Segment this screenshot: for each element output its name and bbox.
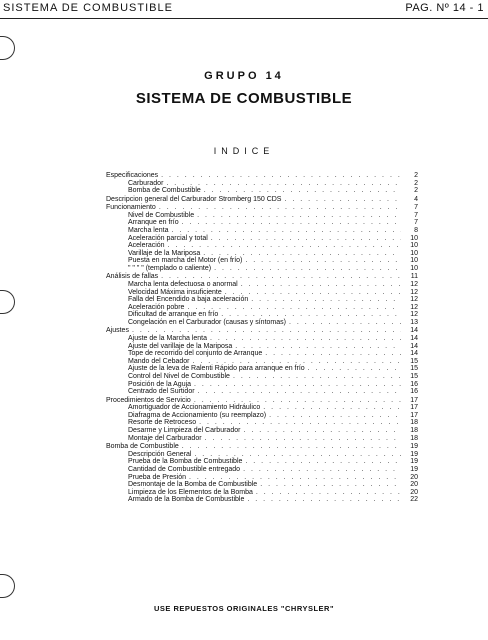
toc-entry-page: 14 (410, 335, 418, 343)
toc-entry (106, 489, 418, 497)
toc-entry-label: Amortiguador de Accionamiento Hidráulico (128, 404, 261, 412)
toc-entry (106, 412, 418, 420)
toc-entry-label: Nivel de Combustible (128, 211, 195, 219)
toc-entry-label: Desarme y Limpieza del Carburador (128, 427, 241, 435)
toc-entry (106, 427, 418, 435)
toc-entry-page: 15 (410, 365, 418, 373)
toc-entry-page: 2 (414, 187, 418, 195)
toc-leader-dots (161, 273, 401, 281)
toc-leader-dots (221, 311, 401, 319)
toc-leader-dots (189, 474, 401, 482)
toc-leader-dots (197, 212, 401, 220)
toc-leader-dots (166, 180, 401, 188)
toc-entry (106, 180, 418, 188)
toc-leader-dots (194, 451, 401, 459)
toc-entry (106, 212, 418, 220)
toc-leader-dots (243, 427, 401, 435)
toc-entry-page: 18 (410, 434, 418, 442)
toc-entry-page: 15 (410, 373, 418, 380)
toc-entry-page: 10 (410, 264, 418, 272)
toc-entry-page: 10 (410, 249, 418, 257)
toc-leader-dots (182, 219, 401, 227)
toc-leader-dots (251, 296, 401, 304)
toc-entry-page: 7 (414, 211, 418, 219)
toc-leader-dots (235, 343, 401, 351)
page-title: SISTEMA DE COMBUSTIBLE (135, 90, 353, 107)
toc-entry-label: Descripción General (128, 450, 192, 458)
toc-entry (106, 250, 418, 258)
toc-leader-dots (205, 435, 401, 443)
toc-entry-page: 8 (414, 226, 418, 234)
toc-leader-dots (194, 381, 401, 389)
binder-hole-middle (0, 290, 15, 314)
toc-entry (106, 381, 418, 389)
toc-leader-dots (161, 172, 401, 180)
toc-leader-dots (194, 397, 401, 405)
toc-entry (106, 343, 418, 351)
toc-leader-dots (265, 350, 401, 358)
toc-entry-label: Especificaciones (106, 172, 159, 179)
header-rule (0, 18, 488, 19)
toc-leader-dots (159, 204, 401, 212)
toc-leader-dots (193, 358, 402, 366)
toc-entry (106, 496, 418, 504)
toc-entry (106, 373, 418, 381)
toc-leader-dots (284, 196, 401, 204)
toc-entry (106, 187, 418, 195)
toc-leader-dots (204, 187, 401, 195)
index-heading: INDICE (213, 146, 275, 156)
toc-entry (106, 350, 418, 358)
toc-entry-label: Tope de recorrido del conjunto de Arranque (128, 350, 263, 358)
toc-leader-dots (203, 250, 401, 258)
toc-entry-label: Aceleración parcial y total (128, 234, 208, 242)
toc-entry-label: Posición de la Aguja (128, 380, 192, 388)
toc-entry-label: Cantidad de Combustible entregado (128, 465, 241, 473)
toc-entry-page: 14 (410, 350, 418, 358)
toc-entry-page: 10 (410, 242, 418, 250)
toc-entry (106, 172, 418, 180)
toc-entry-page: 19 (410, 450, 418, 458)
toc-entry-label: Congelación en el Carburador (causas y síntomas) (128, 318, 286, 326)
toc-entry-label: Montaje del Carburador (128, 434, 202, 442)
toc-entry-page: 20 (410, 481, 418, 489)
toc-entry (106, 404, 418, 412)
toc-entry-label: Resorte de Retroceso (128, 419, 197, 427)
toc-entry-label: Bomba de Combustible (128, 187, 201, 195)
toc-entry (106, 397, 418, 405)
toc-entry-label: Arranque en frío (128, 219, 179, 227)
toc-entry-label: Limpieza de los Elementos de la Bomba (128, 488, 253, 496)
toc-entry-label: Ajustes (106, 327, 129, 335)
toc-entry-page: 18 (410, 427, 418, 435)
toc-entry (106, 296, 418, 304)
table-of-contents (106, 172, 418, 504)
toc-entry (106, 304, 418, 312)
toc-leader-dots (256, 489, 401, 497)
toc-entry-page: 12 (410, 288, 418, 296)
toc-leader-dots (214, 265, 401, 273)
toc-entry-page: 20 (410, 488, 418, 496)
toc-entry-label: Prueba de la Bomba de Combustible (128, 458, 243, 466)
toc-entry (106, 481, 418, 489)
toc-entry-label: Análisis de fallas (106, 273, 159, 281)
toc-entry (106, 474, 418, 482)
toc-entry-label: Control del Nivel de Combustible (128, 373, 230, 380)
toc-entry-label: Centrado del Surtidor (128, 388, 195, 396)
toc-leader-dots (260, 481, 401, 489)
toc-entry-label: Funcionamiento (106, 204, 156, 212)
toc-leader-dots (168, 242, 401, 250)
toc-leader-dots (289, 319, 401, 327)
toc-entry-label: Bomba de Combustible (106, 443, 179, 451)
toc-entry (106, 281, 418, 289)
toc-leader-dots (247, 496, 401, 504)
toc-entry-page: 19 (410, 465, 418, 473)
toc-entry-page: 12 (410, 303, 418, 311)
toc-entry-label: Ajuste de la Marcha lenta (128, 335, 207, 343)
toc-entry (106, 311, 418, 319)
page-number: PAG. Nº 14 - 1 (405, 2, 484, 14)
toc-entry (106, 235, 418, 243)
toc-entry-page: 4 (414, 195, 418, 203)
toc-entry-label: Dificultad de arranque en frío (128, 311, 219, 319)
toc-entry (106, 419, 418, 427)
toc-leader-dots (210, 335, 401, 343)
toc-leader-dots (308, 365, 401, 373)
toc-entry-label: Ajuste del varillaje de la Mariposa (128, 342, 233, 350)
toc-entry (106, 289, 418, 297)
toc-entry-page: 15 (410, 357, 418, 365)
toc-entry-page: 7 (414, 204, 418, 212)
toc-leader-dots (182, 443, 401, 451)
toc-entry (106, 273, 418, 281)
toc-entry (106, 335, 418, 343)
toc-entry-page: 7 (414, 219, 418, 227)
binder-hole-top (0, 36, 15, 60)
toc-entry-label: Carburador (128, 179, 164, 187)
toc-entry (106, 265, 418, 273)
footer-note: USE REPUESTOS ORIGINALES "CHRYSLER" (153, 604, 335, 613)
toc-entry-label: Procedimientos de Servicio (106, 396, 191, 404)
toc-entry-label: Descripcion general del Carburador Stromberg 150 CDS (106, 195, 282, 203)
group-heading: GRUPO 14 (204, 70, 284, 82)
toc-entry-page: 2 (414, 172, 418, 179)
toc-entry-label: Marcha lenta defectuosa o anormal (128, 280, 238, 288)
toc-entry-page: 14 (410, 327, 418, 335)
toc-entry (106, 458, 418, 466)
binder-hole-bottom (0, 574, 15, 598)
toc-entry-label: Armado de la Bomba de Combustible (128, 496, 245, 504)
toc-entry-page: 10 (410, 234, 418, 242)
toc-entry-page: 19 (410, 443, 418, 451)
toc-leader-dots (233, 373, 401, 381)
toc-entry-page: 22 (410, 496, 418, 504)
toc-entry-label: Puesta en marcha del Motor (en frío) (128, 257, 243, 265)
toc-leader-dots (245, 458, 401, 466)
toc-entry-page: 12 (410, 311, 418, 319)
toc-entry-label: Aceleración (128, 242, 165, 250)
toc-entry (106, 451, 418, 459)
toc-entry (106, 196, 418, 204)
toc-leader-dots (263, 404, 401, 412)
toc-entry-page: 16 (410, 380, 418, 388)
toc-entry (106, 227, 418, 235)
toc-entry (106, 242, 418, 250)
toc-entry-page: 14 (410, 342, 418, 350)
toc-entry (106, 319, 418, 327)
toc-entry-label: Falla del Encendido a baja aceleración (128, 296, 249, 304)
toc-leader-dots (171, 227, 401, 235)
toc-entry-page: 16 (410, 388, 418, 396)
toc-leader-dots (211, 235, 401, 243)
toc-entry-label: Varillaje de la Mariposa (128, 249, 201, 257)
toc-entry (106, 388, 418, 396)
toc-entry (106, 365, 418, 373)
toc-entry-label: " " " " (templado o caliente) (128, 264, 212, 272)
toc-entry (106, 257, 418, 265)
toc-entry-label: Aceleración pobre (128, 303, 185, 311)
toc-leader-dots (241, 281, 401, 289)
toc-entry-page: 13 (410, 318, 418, 326)
toc-entry-page: 11 (410, 273, 418, 281)
toc-entry-page: 10 (410, 257, 418, 265)
toc-leader-dots (187, 304, 401, 312)
toc-entry-label: Velocidad Máxima insuficiente (128, 288, 222, 296)
toc-entry (106, 466, 418, 474)
toc-entry-page: 17 (410, 404, 418, 412)
toc-entry-label: Mando del Cebador (128, 357, 190, 365)
toc-leader-dots (245, 257, 401, 265)
toc-leader-dots (198, 388, 401, 396)
toc-entry (106, 204, 418, 212)
toc-entry (106, 443, 418, 451)
toc-entry-label: Ajuste de la leva de Ralenti Rápido para arranque en frío (128, 365, 305, 373)
toc-entry-label: Diafragma de Accionamiento (su reemplazo) (128, 411, 267, 419)
toc-leader-dots (132, 327, 401, 335)
toc-entry-page: 17 (410, 411, 418, 419)
toc-entry (106, 358, 418, 366)
header-title: SISTEMA DE COMBUSTIBLE (3, 2, 173, 14)
toc-entry (106, 435, 418, 443)
toc-entry-page: 18 (410, 419, 418, 427)
toc-entry-label: Marcha lenta (128, 226, 169, 234)
toc-entry-page: 17 (410, 396, 418, 404)
toc-entry (106, 219, 418, 227)
toc-entry-page: 19 (410, 458, 418, 466)
toc-leader-dots (199, 419, 401, 427)
toc-entry (106, 327, 418, 335)
toc-entry-page: 12 (410, 296, 418, 304)
toc-entry-page: 2 (414, 179, 418, 187)
toc-entry-label: Desmontaje de la Bomba de Combustible (128, 481, 258, 489)
toc-leader-dots (225, 289, 401, 297)
page-header (0, 0, 488, 20)
toc-entry-page: 20 (410, 473, 418, 481)
toc-entry-label: Prueba de Presión (128, 473, 186, 481)
toc-leader-dots (269, 412, 401, 420)
toc-leader-dots (243, 466, 401, 474)
toc-entry-page: 12 (410, 280, 418, 288)
